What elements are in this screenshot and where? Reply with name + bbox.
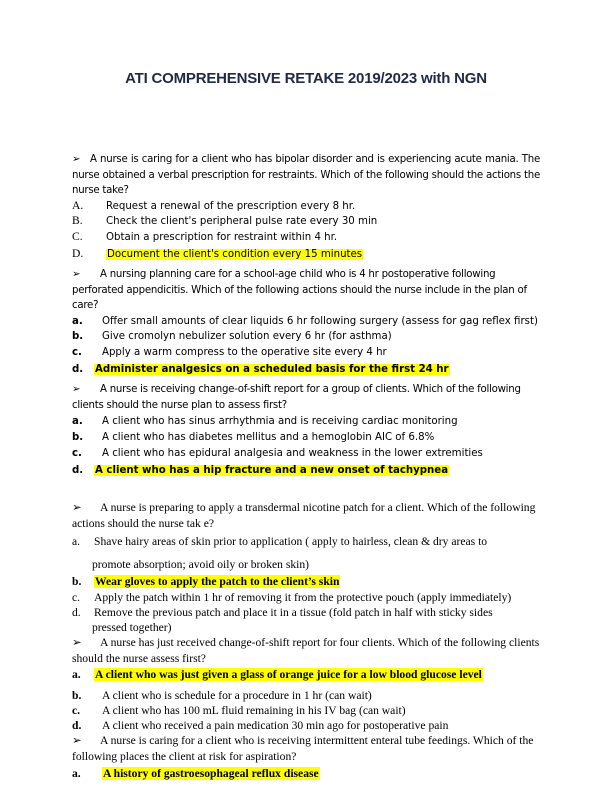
- question-2-option-a: a. Offer small amounts of clear liquids 6 hr following surgery (assess for gag reflex first): [72, 316, 538, 327]
- question-3-option-d-answer: d. A client who has a hip fracture and a new onset of tachypnea: [72, 465, 449, 476]
- question-2-option-d-answer: d. Administer analgesics on a scheduled basis for the first 24 hr: [72, 364, 449, 375]
- arrow-bullet-icon: ➢: [72, 501, 82, 514]
- question-text: A nurse is receiving change-of-shift report for a group of clients. Which of the following clients should the nurse plan to assess first?: [72, 384, 521, 411]
- question-4-option-b-answer: b. Wear gloves to apply the patch to the client’s skin: [72, 575, 340, 588]
- arrow-bullet-icon: ➢: [72, 154, 81, 165]
- question-5-option-a-answer: a. A client who was just given a glass of orange juice for a low blood glucose level: [72, 668, 482, 681]
- question-text: A nurse is preparing to apply a transdermal nicotine patch for a client. Which of the following actions should the nurse tak e?: [72, 501, 536, 530]
- question-5-option-d: d. A client who received a pain medication 30 min ago for postoperative pain: [72, 719, 449, 732]
- arrow-bullet-icon: ➢: [72, 734, 82, 747]
- arrow-bullet-icon: ➢: [72, 269, 81, 280]
- question-4-option-c: c. Apply the patch within 1 hr of removing it from the protective pouch (apply immediately): [72, 591, 512, 604]
- question-text: A nurse is caring for a client who is receiving intermittent enteral tube feedings. Which of the following places the client at risk for aspiration?: [72, 734, 534, 763]
- question-4-stem: [72, 500, 540, 531]
- question-5-option-c: c. A client who has 100 mL fluid remaining in his IV bag (can wait): [72, 704, 406, 717]
- question-1-option-b: B. Check the client's peripheral pulse rate every 30 min: [72, 214, 378, 227]
- question-3-stem: [72, 382, 540, 413]
- question-text: A nursing planning care for a school-age child who is 4 hr postoperative following perforated appendicitis. Which of the following actions should the nurse include in the plan of care?: [72, 269, 527, 311]
- arrow-bullet-icon: ➢: [72, 636, 82, 649]
- question-1-option-d-answer: D. Document the client's condition every 15 minutes: [72, 247, 363, 260]
- question-6-option-a-answer: a. A history of gastroesophageal reflux disease: [72, 767, 319, 780]
- question-6-stem: [72, 733, 540, 764]
- question-2-stem: [72, 267, 540, 314]
- question-3-option-a: a. A client who has sinus arrhythmia and is receiving cardiac monitoring: [72, 416, 458, 427]
- question-2-option-c: c. Apply a warm compress to the operative site every 4 hr: [72, 347, 387, 358]
- question-text: A nurse is caring for a client who has bipolar disorder and is experiencing acute mania. The nurse obtained a verbal prescription for restraints. Which of the following should the actions the nurse take?: [72, 154, 540, 196]
- question-1-option-c: C. Obtain a prescription for restraint within 4 hr.: [72, 230, 338, 243]
- question-4-option-a: a. Shave hairy areas of skin prior to application ( apply to hairless, clean & dry areas to promote absorption; avoid oily or broken skin): [72, 535, 488, 571]
- question-text: A nurse has just received change-of-shift report for four clients. Which of the following clients should the nurse assess first?: [72, 636, 540, 665]
- question-4-option-d: d. Remove the previous patch and place it in a tissue (fold patch in half with sticky sides pressed together): [72, 606, 493, 634]
- question-5-stem: [72, 635, 540, 666]
- question-3-option-c: c. A client who has epidural analgesia and weakness in the lower extremities: [72, 448, 483, 459]
- question-1-stem: [72, 152, 540, 199]
- page-title: ATI COMPREHENSIVE RETAKE 2019/2023 with NGN: [125, 70, 487, 87]
- arrow-bullet-icon: ➢: [72, 384, 81, 395]
- question-3-option-b: b. A client who has diabetes mellitus and a hemoglobin AIC of 6.8%: [72, 432, 435, 443]
- question-2-option-b: b. Give cromolyn nebulizer solution every 6 hr (for asthma): [72, 331, 392, 342]
- question-1-option-a: A. Request a renewal of the prescription every 8 hr.: [72, 199, 356, 212]
- question-5-option-b: b. A client who is schedule for a procedure in 1 hr (can wait): [72, 689, 372, 702]
